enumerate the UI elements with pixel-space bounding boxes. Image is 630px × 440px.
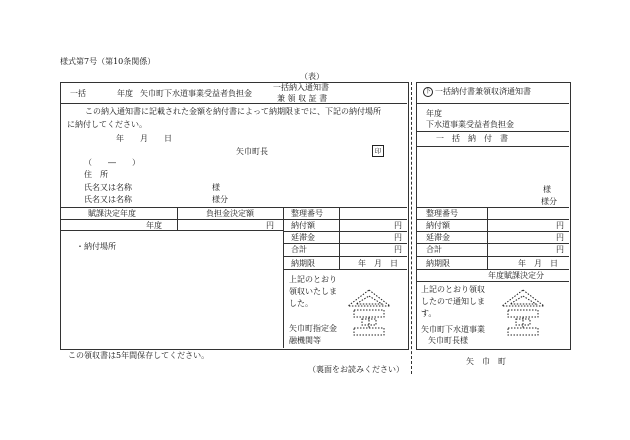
fee-name: 矢巾町下水道事業受益者負担金 xyxy=(140,89,252,98)
payment-place: ・納付場所 xyxy=(76,242,116,251)
ref-number-label: 整理番号 xyxy=(291,209,323,218)
town-name: 矢 巾 町 xyxy=(466,357,506,366)
fy-value: 年度 xyxy=(146,221,162,230)
notice-text-2: に納付してください。 xyxy=(67,120,147,129)
divider xyxy=(417,131,569,132)
yen-unit: 円 xyxy=(394,221,402,230)
doc-subtitle: 兼 領 収 証 書 xyxy=(277,94,328,103)
right-total-label: 合計 xyxy=(426,245,442,254)
divider xyxy=(417,231,569,232)
right-received-text: 上記のとおり領収したので通知します。 xyxy=(421,285,485,318)
receipt-stamp-icon xyxy=(500,288,546,338)
sama-bun-label: 様分 xyxy=(212,195,228,204)
due-date-value: 年 月 日 xyxy=(358,259,398,268)
divider xyxy=(417,103,569,104)
right-title xyxy=(423,87,531,97)
divider xyxy=(417,146,569,147)
assess-year-header: 賦課決定年度 xyxy=(88,209,136,218)
divider xyxy=(339,207,340,269)
yen-unit: 円 xyxy=(394,245,402,254)
divider xyxy=(417,219,569,220)
divider xyxy=(417,207,569,208)
divider xyxy=(417,281,569,282)
right-pay-label: 納付額 xyxy=(426,221,450,230)
yen-unit: 円 xyxy=(266,221,274,230)
right-title-text: 一括納付書兼領収済通知書 xyxy=(435,87,531,96)
right-office-label: 矢巾町下水道事業 xyxy=(421,325,485,334)
due-date-label: 納期限 xyxy=(291,259,315,268)
address-label: 住 所 xyxy=(84,170,108,179)
pay-amount-label: 納付額 xyxy=(291,221,315,230)
doc-title: 一括納入通知書 xyxy=(273,83,329,92)
form-number: 様式第7号（第10条関係） xyxy=(60,57,156,66)
divider xyxy=(177,207,178,231)
total-label: 合計 xyxy=(291,245,307,254)
sama-label: 様 xyxy=(212,183,220,192)
perforation-line xyxy=(411,82,412,374)
divider xyxy=(487,207,488,269)
keep-note: この領収書は5年間保存してください。 xyxy=(68,351,210,360)
yen-unit: 円 xyxy=(394,233,402,242)
back-note: （裏面をお読みください） xyxy=(308,365,404,374)
mayor-label: 矢巾町長 xyxy=(236,147,268,156)
divider xyxy=(283,269,407,270)
divider xyxy=(417,269,569,270)
yen-unit: 円 xyxy=(556,233,564,242)
name-label: 氏名又は名称 xyxy=(84,183,132,192)
right-sama: 様 xyxy=(543,185,551,194)
seal-mark: 印 xyxy=(372,145,384,157)
divider xyxy=(283,231,407,232)
divider xyxy=(417,256,569,257)
divider xyxy=(61,219,407,220)
lump-label: 一括 xyxy=(70,89,86,98)
postal-code: （ ― ） xyxy=(84,158,140,167)
amount-header: 負担金決定額 xyxy=(206,209,254,218)
divider xyxy=(417,243,569,244)
right-mayor-label: 矢巾町長様 xyxy=(428,336,468,345)
right-due-value: 年 月 日 xyxy=(518,259,558,268)
divider xyxy=(61,207,407,208)
divider xyxy=(61,103,407,104)
institution-label: 矢巾町指定金融機関等 xyxy=(289,324,337,345)
divider xyxy=(283,243,407,244)
right-sama-bun: 様分 xyxy=(541,197,557,206)
lump-payment-title: 一 括 納 付 書 xyxy=(436,134,508,143)
divider xyxy=(61,230,283,231)
issue-date: 年 月 日 xyxy=(116,134,172,143)
divider xyxy=(283,207,284,348)
assess-portion-label: 年度賦課決定分 xyxy=(488,271,544,280)
right-fiscal-year: 年度 xyxy=(426,109,442,118)
receipt-stamp-icon xyxy=(346,288,392,338)
yen-unit: 円 xyxy=(556,221,564,230)
notice-text: この納入通知書に記載された金額を納付書によって納期限までに、下記の納付場所 xyxy=(85,107,381,116)
right-fee-name: 下水道事業受益者負担金 xyxy=(426,120,514,129)
name-label-2: 氏名又は名称 xyxy=(84,195,132,204)
right-due-label: 納期限 xyxy=(426,259,450,268)
front-side-label: （表） xyxy=(300,72,324,81)
yen-unit: 円 xyxy=(556,245,564,254)
fiscal-year-label: 年度 xyxy=(117,89,133,98)
right-delay-label: 延滞金 xyxy=(426,233,450,242)
divider xyxy=(283,256,407,257)
delay-fee-label: 延滞金 xyxy=(291,233,315,242)
circle-mark-icon: 下 xyxy=(424,88,431,95)
received-text: 上記のとおり領収いたしました。 xyxy=(289,275,337,308)
right-ref-label: 整理番号 xyxy=(426,209,458,218)
